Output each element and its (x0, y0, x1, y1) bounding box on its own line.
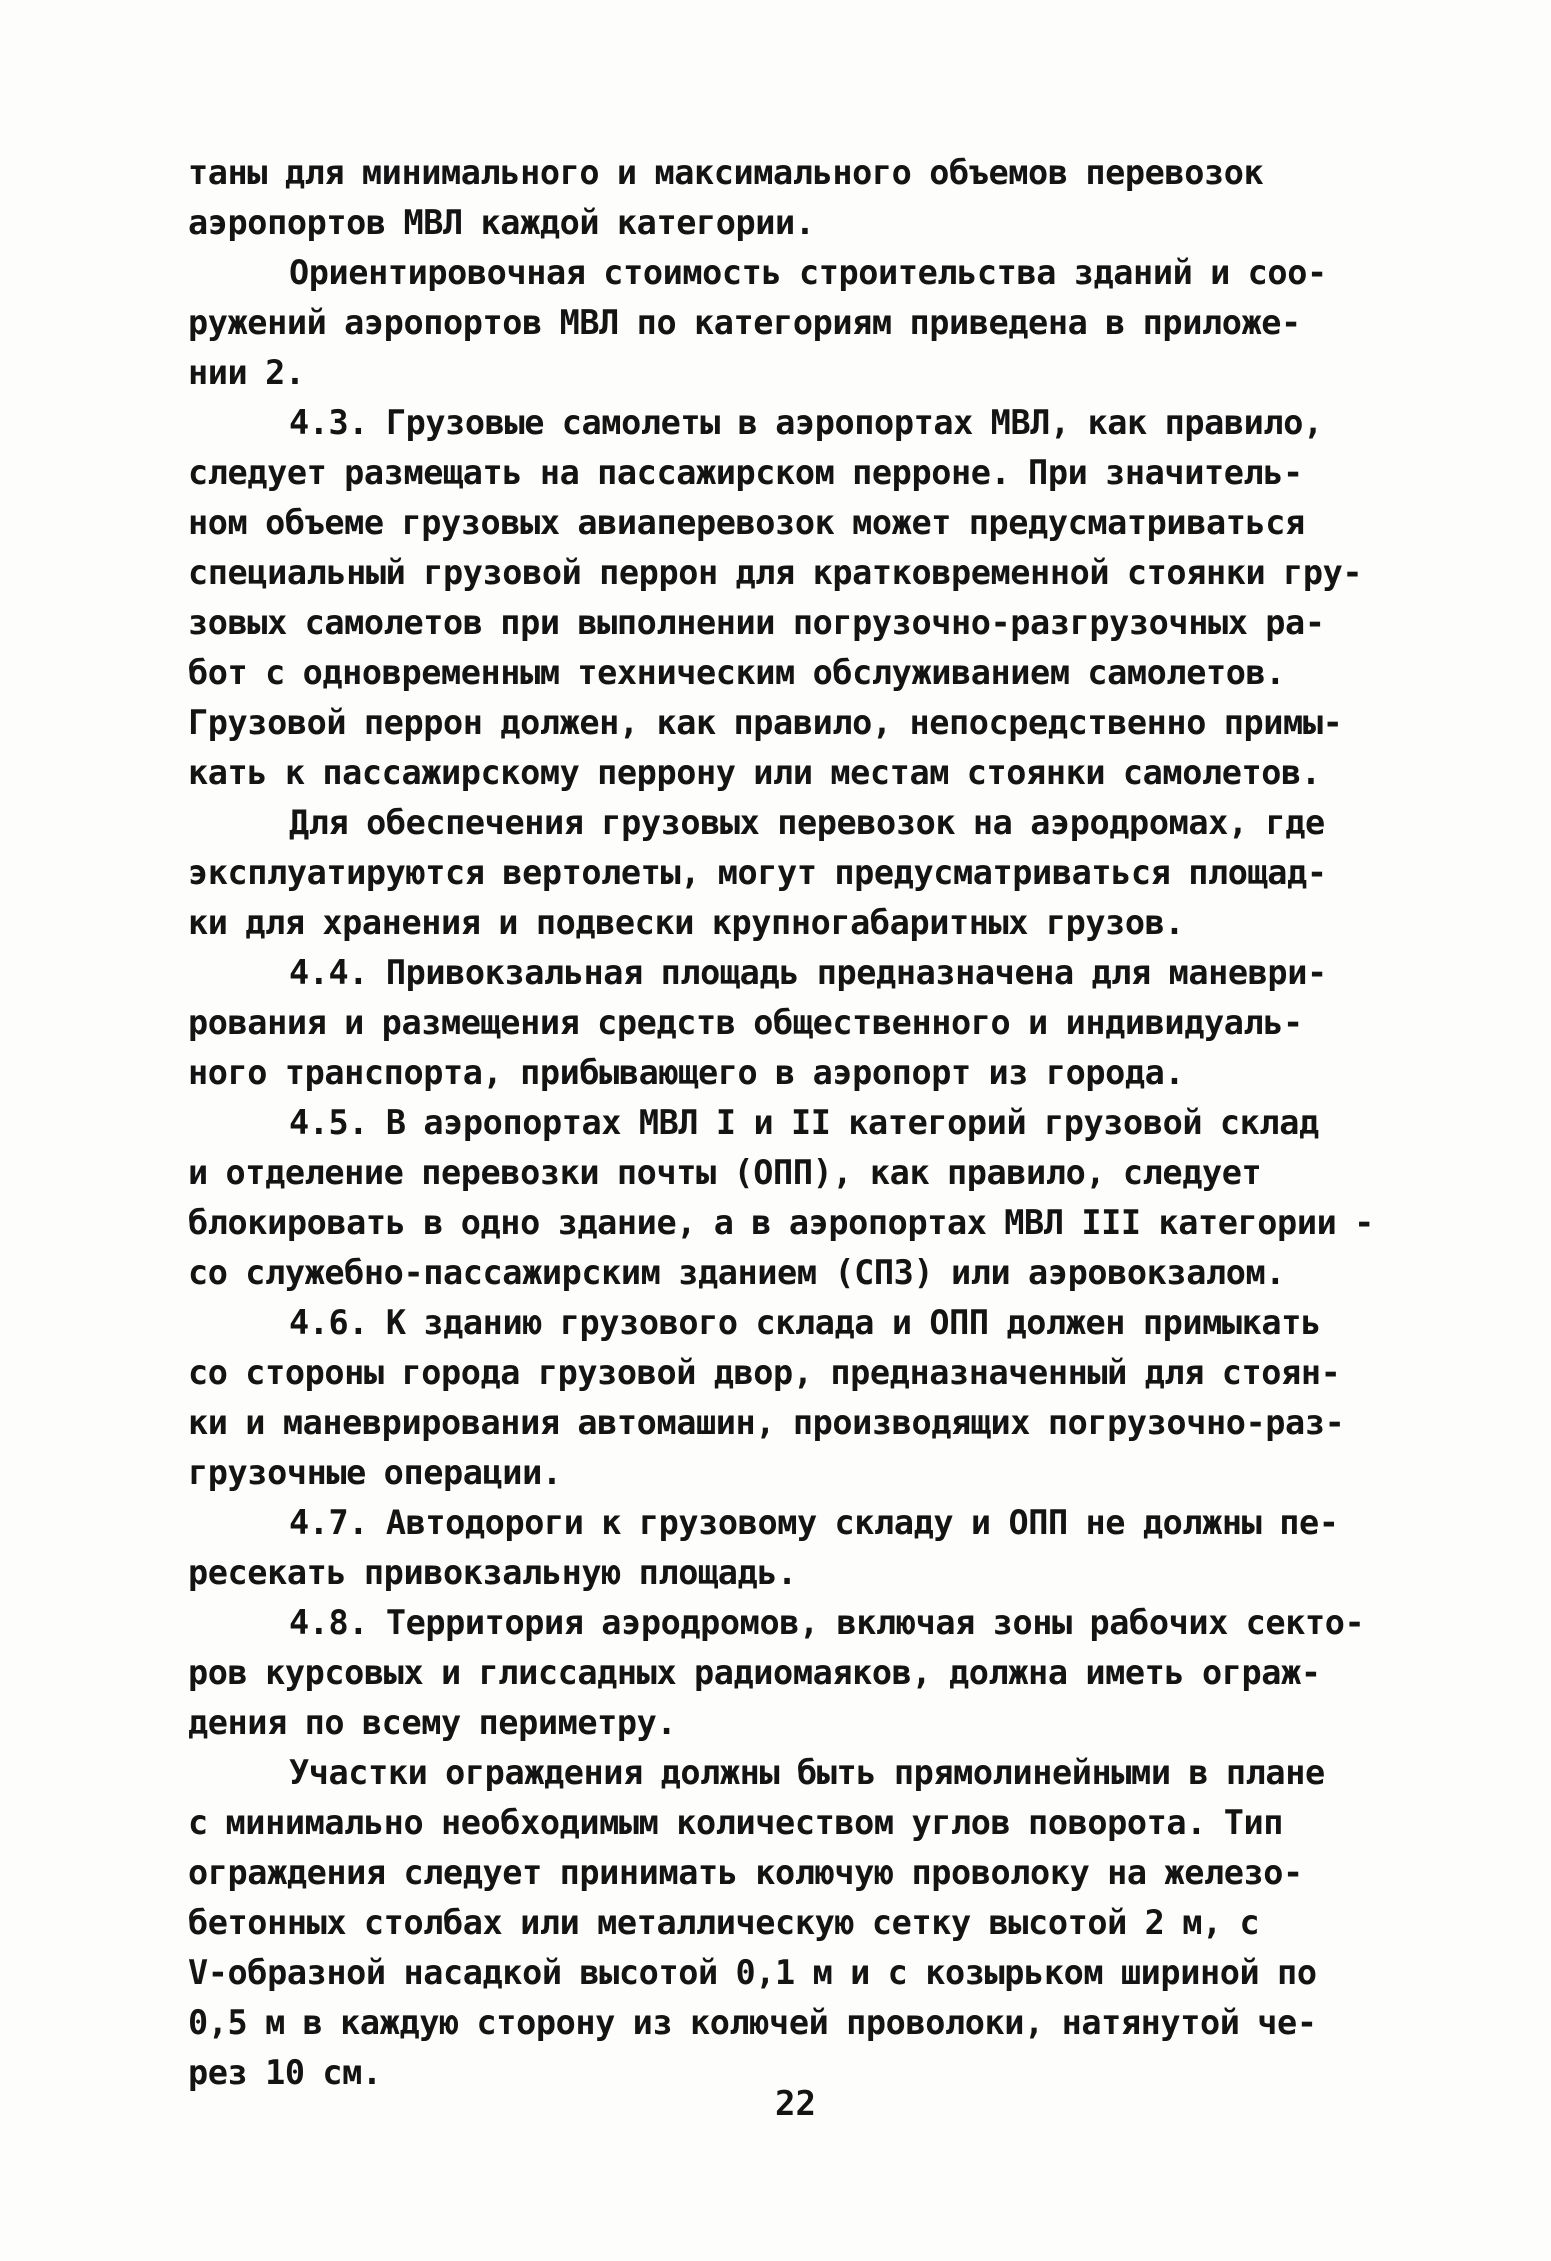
paragraph-4-6 (188, 1298, 1413, 1498)
text-line: таны для минимального и максимального объемов перевозок (188, 153, 1264, 192)
text-line: блокировать в одно здание, а в аэропортах МВЛ III категории - (188, 1203, 1374, 1242)
paragraph-4-7 (188, 1498, 1413, 1598)
text-line: ресекать привокзальную площадь. (188, 1553, 797, 1592)
text-line: 4.4. Привокзальная площадь предназначена для маневри- (289, 953, 1327, 992)
paragraph-4-3 (188, 398, 1413, 798)
text-line: ограждения следует принимать колючую проволоку на железо- (188, 1853, 1303, 1892)
text-line: и отделение перевозки почты (ОПП), как правило, следует (188, 1153, 1262, 1192)
page-number: 22 (775, 2084, 816, 2124)
text-line: Грузовой перрон должен, как правило, непосредственно примы- (188, 703, 1343, 742)
paragraph-4-4 (188, 948, 1413, 1098)
text-line: с минимально необходимым количеством углов поворота. Тип (188, 1803, 1284, 1842)
text-line: аэропортов МВЛ каждой категории. (188, 203, 815, 242)
text-line: 4.8. Территория аэродромов, включая зоны рабочих секто- (289, 1603, 1365, 1642)
paragraph-volumes-continuation (188, 148, 1413, 248)
paragraph-construction-cost (188, 248, 1413, 398)
paragraph-fencing (188, 1748, 1413, 2098)
text-line: ров курсовых и глиссадных радиомаяков, должна иметь ограж- (188, 1653, 1321, 1692)
text-line: зовых самолетов при выполнении погрузочно-разгрузочных ра- (188, 603, 1325, 642)
text-line: 4.3. Грузовые самолеты в аэропортах МВЛ, как правило, (289, 403, 1323, 442)
text-line: Участки ограждения должны быть прямолинейными в плане (289, 1753, 1325, 1792)
text-line: ружений аэропортов МВЛ по категориям приведена в приложе- (188, 303, 1301, 342)
text-line: грузочные операции. (188, 1453, 562, 1492)
text-line: ном объеме грузовых авиаперевозок может предусматриваться (188, 503, 1305, 542)
text-line: нии 2. (188, 353, 305, 392)
paragraph-helicopter-cargo (188, 798, 1413, 948)
text-line: ного транспорта, прибывающего в аэропорт из города. (188, 1053, 1185, 1092)
text-line: бот с одновременным техническим обслуживанием самолетов. (188, 653, 1286, 692)
text-line: следует размещать на пассажирском перроне. При значитель- (188, 453, 1303, 492)
text-line: эксплуатируются вертолеты, могут предусматриваться площад- (188, 853, 1327, 892)
text-line: 4.6. К зданию грузового склада и ОПП должен примыкать (289, 1303, 1321, 1342)
text-line: со стороны города грузовой двор, предназначенный для стоян- (188, 1353, 1341, 1392)
text-line: 0,5 м в каждую сторону из колючей проволоки, натянутой че- (188, 2003, 1317, 2042)
paragraph-4-5 (188, 1098, 1413, 1298)
text-line: Ориентировочная стоимость строительства зданий и соо- (289, 253, 1327, 292)
text-line: ки для хранения и подвески крупногабаритных грузов. (188, 903, 1185, 942)
paragraph-4-8 (188, 1598, 1413, 1748)
text-line: специальный грузовой перрон для кратковременной стоянки гру- (188, 553, 1363, 592)
text-line: дения по всему периметру. (188, 1703, 677, 1742)
text-line: 4.5. В аэропортах МВЛ I и II категорий грузовой склад (289, 1103, 1319, 1142)
text-line: кать к пассажирскому перрону или местам стоянки самолетов. (188, 753, 1321, 792)
text-line: ки и маневрирования автомашин, производящих погрузочно-раз- (188, 1403, 1345, 1442)
text-line: V-образной насадкой высотой 0,1 м и с козырьком шириной по (188, 1953, 1317, 1992)
text-line: Для обеспечения грузовых перевозок на аэродромах, где (289, 803, 1325, 842)
text-line: 4.7. Автодороги к грузовому складу и ОПП не должны пе- (289, 1503, 1339, 1542)
text-line: со служебно-пассажирским зданием (СПЗ) или аэровокзалом. (188, 1253, 1286, 1292)
text-line: бетонных столбах или металлическую сетку высотой 2 м, с (188, 1903, 1260, 1942)
text-line: рования и размещения средств общественного и индивидуаль- (188, 1003, 1303, 1042)
text-line: рез 10 см. (188, 2053, 382, 2092)
body-text (188, 148, 1413, 2098)
